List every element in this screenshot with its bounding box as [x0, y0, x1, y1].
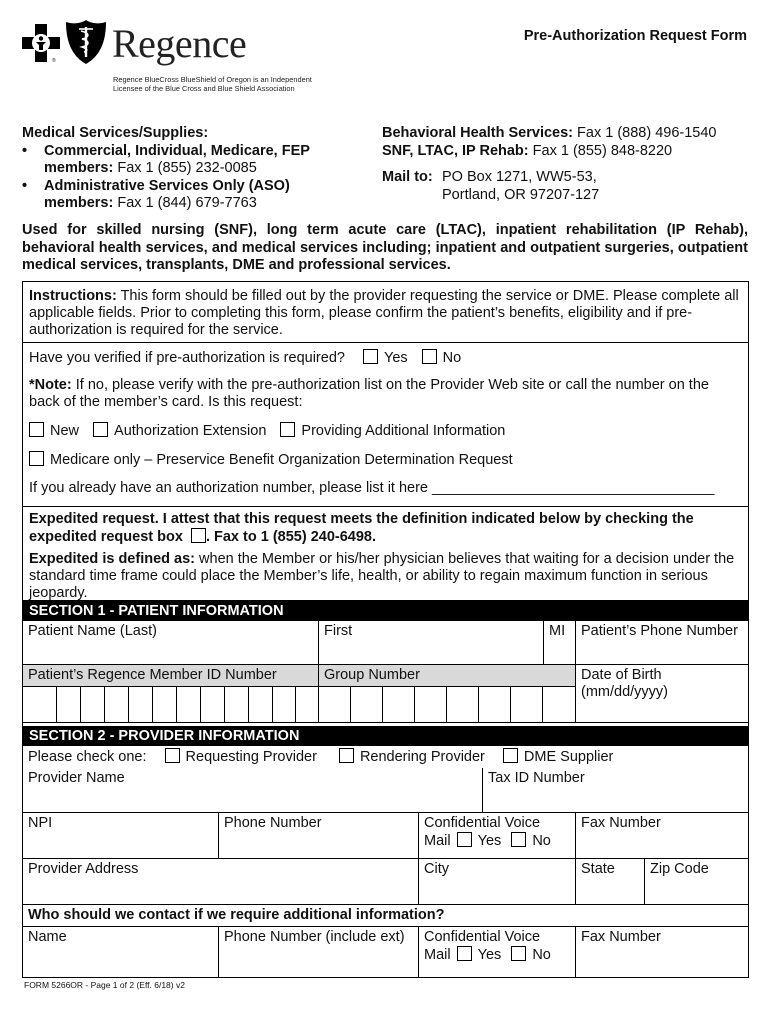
mail-line-2: Portland, OR 97207-127 — [442, 186, 600, 203]
id-digit-box[interactable] — [201, 687, 225, 722]
member-id-boxes[interactable] — [23, 687, 576, 723]
contact-vm-yes-label: Yes — [477, 947, 502, 963]
npi-field[interactable] — [23, 813, 219, 859]
bullet-commercial — [22, 143, 362, 178]
section1-header: SECTION 1 - PATIENT INFORMATION — [23, 601, 748, 621]
group-digit-box[interactable] — [479, 687, 511, 722]
provider-name-field[interactable] — [23, 768, 483, 813]
id-digit-box[interactable] — [249, 687, 273, 722]
id-digit-box[interactable] — [296, 687, 319, 722]
form-footer: FORM 5266OR - Page 1 of 2 (Eff. 6/18) v2 — [24, 980, 185, 990]
dob-label: Date of Birth — [581, 667, 662, 683]
group-digit-box[interactable] — [511, 687, 543, 722]
patient-first-name-field[interactable] — [319, 621, 544, 665]
header — [22, 18, 747, 98]
expedited-defined-label: Expedited is defined as: — [29, 551, 195, 567]
contact-vm-no-checkbox[interactable] — [511, 946, 526, 961]
group-number-header — [319, 665, 576, 687]
group-number-label: Group Number — [324, 667, 420, 683]
note — [29, 377, 742, 411]
note-text: If no, please verify with the pre-authorization list on the Provider Web site or call the number on the back of the member’s card. Is this request: — [29, 377, 709, 410]
bullet1-label: Commercial, Individual, Medicare, FEP — [44, 142, 310, 159]
request-type-row — [29, 422, 742, 440]
group-digit-box[interactable] — [383, 687, 415, 722]
snf-label: SNF, LTAC, IP Rehab: — [382, 142, 529, 159]
npi-label: NPI — [28, 815, 53, 831]
group-digit-box[interactable] — [415, 687, 447, 722]
verify-yes-checkbox[interactable] — [363, 349, 378, 364]
snf-fax: Fax 1 (855) 848-8220 — [528, 142, 673, 159]
patient-first-label: First — [324, 623, 353, 639]
mailing-address — [382, 169, 752, 204]
state-field[interactable] — [576, 859, 645, 905]
medical-heading: Medical Services/Supplies: — [22, 125, 209, 141]
dme-supplier-label: DME Supplier — [523, 749, 614, 765]
new-checkbox[interactable] — [29, 422, 44, 437]
expedited-attest-line1: Expedited request. I attest that this request meets the definition indicated below by checking the — [29, 511, 694, 527]
dme-supplier-checkbox[interactable] — [503, 748, 518, 763]
provider-fax-field[interactable] — [576, 813, 748, 859]
contact-vm-no-label: No — [532, 947, 551, 963]
provider-vm-no-checkbox[interactable] — [511, 832, 526, 847]
contact-vm-yes-checkbox[interactable] — [457, 946, 472, 961]
medicare-label: Medicare only – Preservice Benefit Organization Determination Request — [50, 452, 513, 468]
patient-phone-field[interactable] — [576, 621, 748, 665]
form-box — [22, 281, 749, 978]
patient-mi-field[interactable] — [544, 621, 576, 665]
expedited-checkbox[interactable] — [191, 528, 206, 543]
contact-name-label: Name — [28, 929, 67, 945]
tagline-line-2: Licensee of the Blue Cross and Blue Shield Association — [113, 84, 295, 93]
behavioral-fax: Fax 1 (888) 496-1540 — [573, 125, 717, 141]
instructions-label: Instructions: — [29, 288, 117, 304]
id-digit-box[interactable] — [129, 687, 153, 722]
medical-services-contacts — [22, 125, 362, 213]
verify-no-checkbox[interactable] — [422, 349, 437, 364]
blue-cross-logo-icon — [22, 24, 60, 62]
bullet2-members: members: — [44, 195, 114, 211]
provider-phone-label: Phone Number — [224, 815, 322, 831]
member-id-label: Patient’s Regence Member ID Number — [28, 667, 277, 683]
auth-number-field[interactable]: If you already have an authorization number, please list it here ___________________________________ — [29, 480, 715, 496]
conf-mail-label: Mail — [424, 833, 451, 849]
patient-last-name-field[interactable] — [23, 621, 319, 665]
verify-question-row — [29, 349, 742, 367]
mail-label: Mail to: — [382, 169, 433, 185]
patient-mi-label: MI — [549, 623, 566, 639]
tagline-line-1: Regence BlueCross BlueShield of Oregon is an Independent — [113, 75, 312, 84]
id-digit-box[interactable] — [273, 687, 296, 722]
expedited-box-label: expedited request box — [29, 529, 183, 545]
member-id-header — [23, 665, 319, 687]
tax-id-field[interactable] — [483, 768, 748, 813]
additional-info-checkbox[interactable] — [280, 422, 295, 437]
medicare-row — [29, 451, 742, 469]
state-label: State — [581, 861, 615, 877]
provider-phone-field[interactable] — [219, 813, 419, 859]
id-digit-box[interactable] — [57, 687, 81, 722]
check-one-label: Please check one: — [28, 749, 147, 765]
provider-vm-yes-label: Yes — [477, 833, 502, 849]
contact-fax-field[interactable] — [576, 927, 748, 977]
tax-id-label: Tax ID Number — [488, 770, 585, 786]
bullet2-label: Administrative Services Only (ASO) — [44, 177, 290, 194]
contact-phone-field[interactable] — [219, 927, 419, 977]
behavioral-label: Behavioral Health Services: — [382, 125, 574, 141]
bullet-dot: • — [22, 177, 28, 194]
verification-section — [23, 343, 748, 507]
provider-type-row — [23, 746, 748, 770]
provider-vm-no-label: No — [532, 833, 551, 849]
used-for-statement: Used for skilled nursing (SNF), long term acute care (LTAC), inpatient rehabilitation (IP Rehab), behavioral health services, and medical services including; inpatient and outpatient surgeries, outpatient medical services, transplants, DME and professional services. — [22, 222, 748, 273]
provider-fax-label: Fax Number — [581, 815, 661, 831]
bullet-aso — [22, 178, 362, 213]
rendering-provider-checkbox[interactable] — [339, 748, 354, 763]
id-digit-box[interactable] — [23, 687, 57, 722]
form-title: Pre-Authorization Request Form — [523, 28, 747, 44]
instructions-text: This form should be filled out by the provider requesting the service or DME. Please complete all applicable fields. Prior to completing this form, please confirm the patient’s benefits, eligibility and if pre-authorization is required for the service. — [29, 288, 739, 338]
bullet1-members: members: — [44, 160, 114, 176]
group-digit-box[interactable] — [319, 687, 351, 722]
id-digit-box[interactable] — [81, 687, 105, 722]
licensee-tagline — [113, 75, 343, 93]
contact-mail-label: Mail — [424, 947, 451, 963]
expedited-defined-text: when the Member or his/her physician believes that waiting for a decision under the standard time frame could place the Member’s life, health, or ability to regain maximum function in serious jeopardy. — [29, 551, 735, 601]
expedited-definition — [29, 551, 742, 602]
instructions — [23, 282, 748, 343]
bullet2-fax: Fax 1 (844) 679-7763 — [113, 195, 257, 211]
id-digit-box[interactable] — [153, 687, 177, 722]
provider-address-field[interactable] — [23, 859, 419, 905]
dob-field[interactable] — [576, 665, 748, 723]
provider-vm-yes-checkbox[interactable] — [457, 832, 472, 847]
conf-voice-label: Confidential Voice — [424, 815, 541, 831]
note-label: *Note: — [29, 377, 72, 393]
extension-checkbox[interactable] — [93, 422, 108, 437]
contact-name-field[interactable] — [23, 927, 219, 977]
requesting-provider-checkbox[interactable] — [165, 748, 180, 763]
bullet1-fax: Fax 1 (855) 232-0085 — [113, 160, 257, 176]
contact-question: Who should we contact if we require additional information? — [23, 905, 748, 927]
new-label: New — [50, 423, 80, 439]
provider-address-label: Provider Address — [28, 861, 139, 877]
zip-field[interactable] — [645, 859, 748, 905]
verify-question: Have you verified if pre-authorization is required? — [29, 350, 345, 366]
brand-name: Regence — [112, 21, 247, 66]
patient-last-name-label: Patient Name (Last) — [28, 623, 157, 639]
provider-conf-voicemail — [419, 813, 576, 859]
contact-conf-voice-label: Confidential Voice — [424, 929, 541, 945]
contact-fax-label: Fax Number — [581, 929, 661, 945]
registered-mark: ® — [52, 58, 56, 64]
verify-no-label: No — [442, 350, 462, 366]
zip-label: Zip Code — [650, 861, 709, 877]
verify-yes-label: Yes — [383, 350, 408, 366]
expedited-fax: . Fax to 1 (855) 240-6498. — [205, 529, 377, 545]
city-field[interactable] — [419, 859, 576, 905]
id-digit-box[interactable] — [105, 687, 129, 722]
rendering-provider-label: Rendering Provider — [359, 749, 485, 765]
id-digit-box[interactable] — [225, 687, 249, 722]
expedited-attest-line2 — [29, 528, 742, 546]
section2-header: SECTION 2 - PROVIDER INFORMATION — [23, 726, 748, 746]
id-digit-box[interactable] — [177, 687, 201, 722]
expedited-section — [23, 507, 748, 601]
city-label: City — [424, 861, 449, 877]
extension-label: Authorization Extension — [114, 423, 267, 439]
other-contacts — [382, 125, 752, 204]
blue-shield-logo-icon — [66, 20, 106, 64]
contact-conf-voicemail — [419, 927, 576, 977]
group-digit-box[interactable] — [351, 687, 383, 722]
dob-format: (mm/dd/yyyy) — [581, 684, 668, 700]
group-digit-box[interactable] — [447, 687, 479, 722]
contact-phone-label: Phone Number (include ext) — [224, 929, 405, 945]
medicare-checkbox[interactable] — [29, 451, 44, 466]
contact-info — [22, 125, 747, 215]
mail-line-1: PO Box 1271, WW5-53, — [442, 169, 597, 185]
provider-name-label: Provider Name — [28, 770, 125, 786]
patient-phone-label: Patient’s Phone Number — [581, 623, 738, 639]
bullet-dot: • — [22, 142, 28, 159]
additional-info-label: Providing Additional Information — [301, 423, 506, 439]
requesting-provider-label: Requesting Provider — [185, 749, 317, 765]
